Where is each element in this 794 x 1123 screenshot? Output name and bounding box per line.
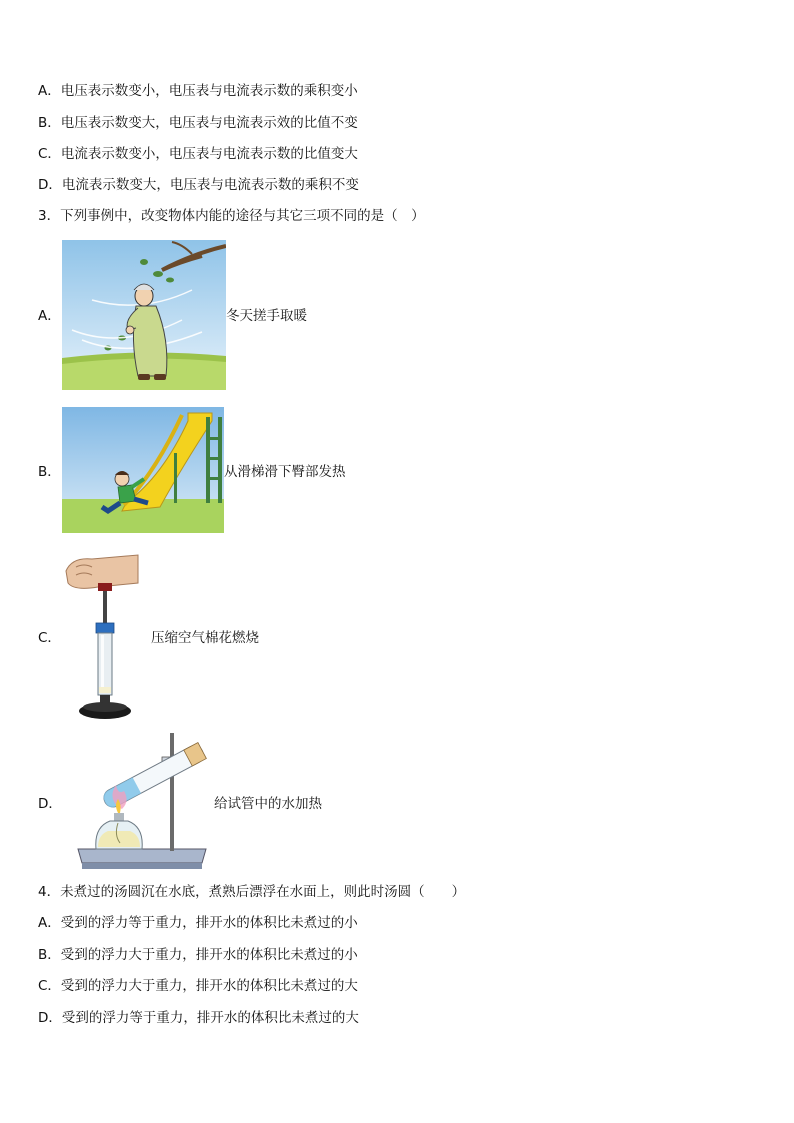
q4-option-b: B．受到的浮力大于重力，排开水的体积比未煮过的小 xyxy=(38,947,358,963)
child-on-slide-illustration xyxy=(62,407,224,533)
man-rubbing-hands-illustration xyxy=(62,240,226,390)
q3-option-c-letter: C． xyxy=(38,630,61,646)
q3-option-b-letter: B． xyxy=(38,464,61,480)
q3-option-a-text: 冬天搓手取暖 xyxy=(226,308,307,324)
q3-option-a-letter: A． xyxy=(38,308,61,324)
q2-option-a: A．电压表示数变小，电压表与电流表示数的乘积变小 xyxy=(38,83,358,99)
q3-option-b-text: 从滑梯滑下臀部发热 xyxy=(224,464,346,480)
q2-option-b: B．电压表示数变大，电压表与电流表示效的比值不变 xyxy=(38,115,358,131)
q3-stem: 3．下列事例中，改变物体内能的途径与其它三项不同的是（ ） xyxy=(38,208,425,224)
q3-option-d-text: 给试管中的水加热 xyxy=(214,796,322,812)
q2-option-d: D．电流表示数变大，电压表与电流表示数的乘积不变 xyxy=(38,177,359,193)
q2-option-c: C．电流表示数变小，电压表与电流表示数的比值变大 xyxy=(38,146,358,162)
q4-option-d: D．受到的浮力等于重力，排开水的体积比未煮过的大 xyxy=(38,1010,359,1026)
q4-option-a: A．受到的浮力等于重力，排开水的体积比未煮过的小 xyxy=(38,915,358,931)
q3-option-d-letter: D． xyxy=(38,796,62,812)
q4-stem: 4．未煮过的汤圆沉在水底，煮熟后漂浮在水面上，则此时汤圆（ ） xyxy=(38,884,466,900)
q4-option-c: C．受到的浮力大于重力，排开水的体积比未煮过的大 xyxy=(38,978,358,994)
air-compression-tube-illustration xyxy=(62,553,146,723)
q3-option-c-text: 压缩空气棉花燃烧 xyxy=(151,630,259,646)
test-tube-over-alcohol-lamp-illustration xyxy=(74,731,214,873)
